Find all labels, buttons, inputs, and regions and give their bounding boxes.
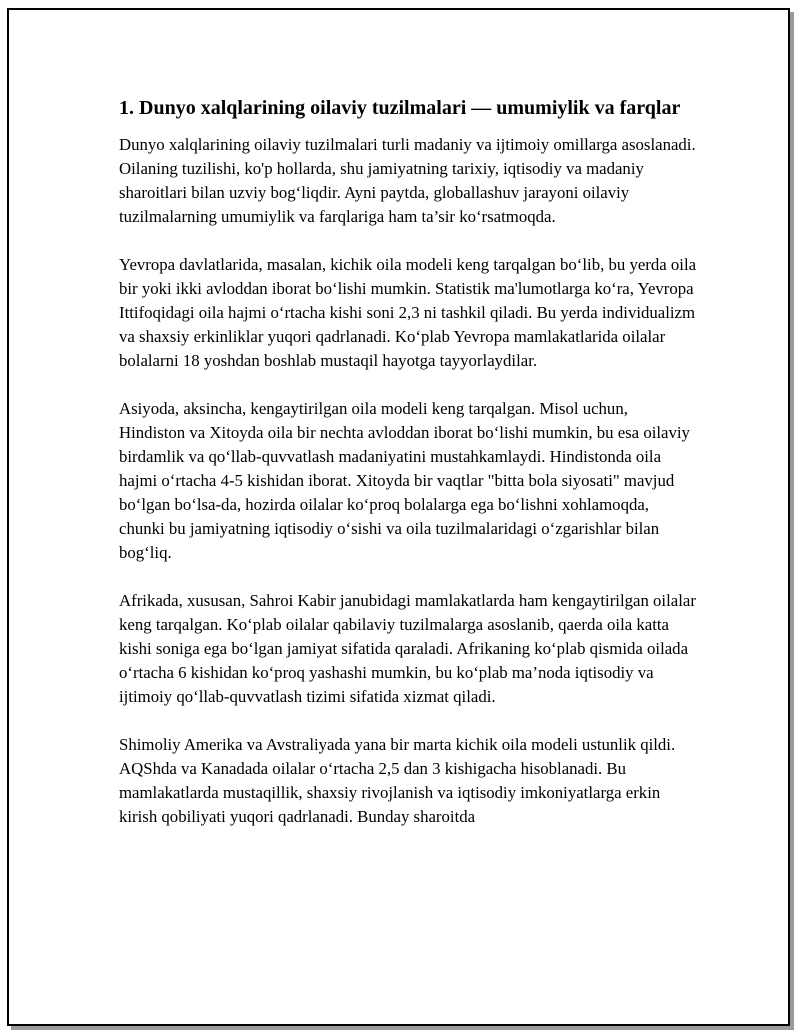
paragraph-africa: Afrikada, xususan, Sahroi Kabir janubidagi mamlakatlarda ham kengaytirilgan oilalar keng tarqalgan. Ko‘plab oilalar qabilaviy tuzilmalarga asoslanib, qaerda oila katta kishi soniga ega bo‘lgan jamiyat sifatida qaraladi. Afrikaning ko‘plab qismida oilada o‘rtacha 6 kishidan ko‘proq yashashi mumkin, bu ko‘plab ma’noda iqtisodiy va ijtimoiy qo‘llab-quvvatlash tizimi sifatida xizmat qiladi. bbox=[119, 591, 696, 706]
document-content bbox=[119, 94, 697, 853]
section-heading: 1. Dunyo xalqlarining oilaviy tuzilmalari — umumiylik va farqlar bbox=[119, 97, 681, 119]
document-page bbox=[7, 8, 790, 1026]
paragraph-north-america: Shimoliy Amerika va Avstraliyada yana bir marta kichik oila modeli ustunlik qildi. AQShda va Kanadada oilalar o‘rtacha 2,5 dan 3 kishigacha hisoblanadi. Bu mamlakatlarda mustaqillik, shaxsiy rivojlanish va iqtisodiy imkoniyatlarga erkin kirish qobiliyati yuqori qadrlanadi. Bunday sharoitda bbox=[119, 735, 676, 826]
paragraph-asia: Asiyoda, aksincha, kengaytirilgan oila modeli keng tarqalgan. Misol uchun, Hindiston va Xitoyda oila bir nechta avloddan iborat bo‘lishi mumkin, bu esa oilaviy birdamlik va qo‘llab-quvvatlash madaniyatini mustahkamlaydi. Hindistonda oila hajmi o‘rtacha 4-5 kishidan iborat. Xitoyda bir vaqtlar "bitta bola siyosati" mavjud bo‘lgan bo‘lsa-da, hozirda oilalar ko‘proq bolalarga ega bo‘lishni xohlamoqda, chunki bu jamiyatning iqtisodiy o‘sishi va oila tuzilmalaridagi o‘zgarishlar bilan bog‘liq. bbox=[119, 399, 690, 562]
paragraph-europe: Yevropa davlatlarida, masalan, kichik oila modeli keng tarqalgan bo‘lib, bu yerda oila bir yoki ikki avloddan iborat bo‘lishi mumkin. Statistik ma'lumotlarga ko‘ra, Yevropa Ittifoqidagi oila hajmi o‘rtacha kishi soni 2,3 ni tashkil qiladi. Bu yerda individualizm va shaxsiy erkinliklar yuqori qadrlanadi. Ko‘plab Yevropa mamlakatlarida oilalar bolalarni 18 yoshdan boshlab mustaqil hayotga tayyorlaydilar. bbox=[119, 255, 697, 370]
paragraph-intro: Dunyo xalqlarining oilaviy tuzilmalari turli madaniy va ijtimoiy omillarga asoslanadi. Oilaning tuzilishi, ko'p hollarda, shu jamiyatning tarixiy, iqtisodiy va madaniy sharoitlari bilan uzviy bog‘liqdir. Ayni paytda, globallashuv jarayoni oilaviy tuzilmalarning umumiylik va farqlariga ham ta’sir ko‘rsatmoqda. bbox=[119, 135, 696, 226]
